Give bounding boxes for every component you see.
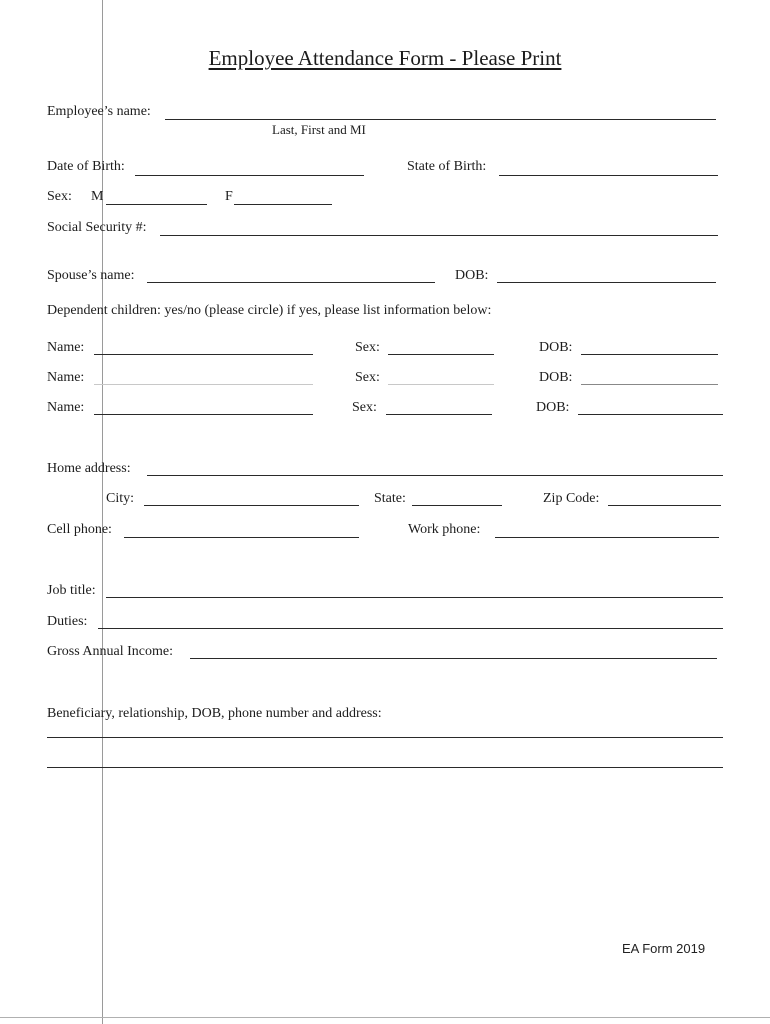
job-title-label: Job title: [47, 583, 96, 598]
employee-name-hint: Last, First and MI [272, 122, 366, 137]
city-field[interactable] [144, 505, 359, 506]
dependent-2-sex-field[interactable] [388, 384, 494, 385]
dependent-1-name-label: Name: [47, 340, 85, 355]
form-footer: EA Form 2019 [622, 941, 706, 956]
home-address-field[interactable] [147, 475, 723, 476]
state-of-birth-field[interactable] [499, 175, 718, 176]
spouse-name-field[interactable] [147, 282, 435, 283]
job-title-field[interactable] [106, 597, 723, 598]
ssn-field[interactable] [160, 235, 718, 236]
spouse-dob-field[interactable] [497, 282, 716, 283]
state-of-birth-label: State of Birth: [407, 159, 487, 174]
page-margin-line [102, 0, 103, 1024]
duties-field[interactable] [98, 628, 723, 629]
dob-field[interactable] [135, 175, 364, 176]
dependent-1-dob-label: DOB: [539, 340, 573, 355]
dob-label: Date of Birth: [47, 159, 125, 174]
address-state-field[interactable] [412, 505, 502, 506]
dependent-2-dob-label: DOB: [539, 370, 573, 385]
dependent-1-name-field[interactable] [94, 354, 313, 355]
dependent-2-name-field[interactable] [94, 384, 313, 385]
dependent-1-sex-field[interactable] [388, 354, 494, 355]
home-address-label: Home address: [47, 461, 131, 476]
ssn-label: Social Security #: [47, 220, 147, 235]
sex-male-field[interactable] [106, 204, 207, 205]
beneficiary-label: Beneficiary, relationship, DOB, phone number and address: [47, 706, 382, 721]
duties-label: Duties: [47, 614, 88, 629]
gross-income-field[interactable] [190, 658, 717, 659]
dependent-2-dob-field[interactable] [581, 384, 718, 385]
employee-name-field[interactable] [165, 119, 716, 120]
spouse-name-label: Spouse’s name: [47, 268, 135, 283]
dependent-2-sex-label: Sex: [355, 370, 380, 385]
city-label: City: [106, 491, 135, 506]
zip-code-label: Zip Code: [543, 491, 600, 506]
dependent-3-dob-field[interactable] [578, 414, 723, 415]
address-state-label: State: [374, 491, 406, 506]
work-phone-label: Work phone: [408, 522, 481, 537]
dependent-2-name-label: Name: [47, 370, 85, 385]
sex-female-label: F [225, 189, 233, 204]
dependents-intro: Dependent children: yes/no (please circle) if yes, please list information below: [47, 303, 492, 318]
dependent-3-sex-label: Sex: [352, 400, 377, 415]
beneficiary-field-line-1[interactable] [47, 737, 723, 738]
beneficiary-field-line-2[interactable] [47, 767, 723, 768]
cell-phone-field[interactable] [124, 537, 359, 538]
sex-label: Sex: [47, 189, 72, 204]
sex-female-field[interactable] [234, 204, 332, 205]
dependent-3-name-field[interactable] [94, 414, 313, 415]
sex-male-label: M [91, 189, 104, 204]
page-bottom-edge [0, 1017, 770, 1018]
dependent-1-dob-field[interactable] [581, 354, 718, 355]
zip-code-field[interactable] [608, 505, 721, 506]
spouse-dob-label: DOB: [455, 268, 489, 283]
cell-phone-label: Cell phone: [47, 522, 112, 537]
gross-income-label: Gross Annual Income: [47, 644, 173, 659]
dependent-1-sex-label: Sex: [355, 340, 380, 355]
form-title: Employee Attendance Form - Please Print [208, 46, 562, 70]
employee-name-label: Employee’s name: [47, 104, 151, 119]
dependent-3-sex-field[interactable] [386, 414, 492, 415]
dependent-3-dob-label: DOB: [536, 400, 570, 415]
work-phone-field[interactable] [495, 537, 719, 538]
dependent-3-name-label: Name: [47, 400, 85, 415]
